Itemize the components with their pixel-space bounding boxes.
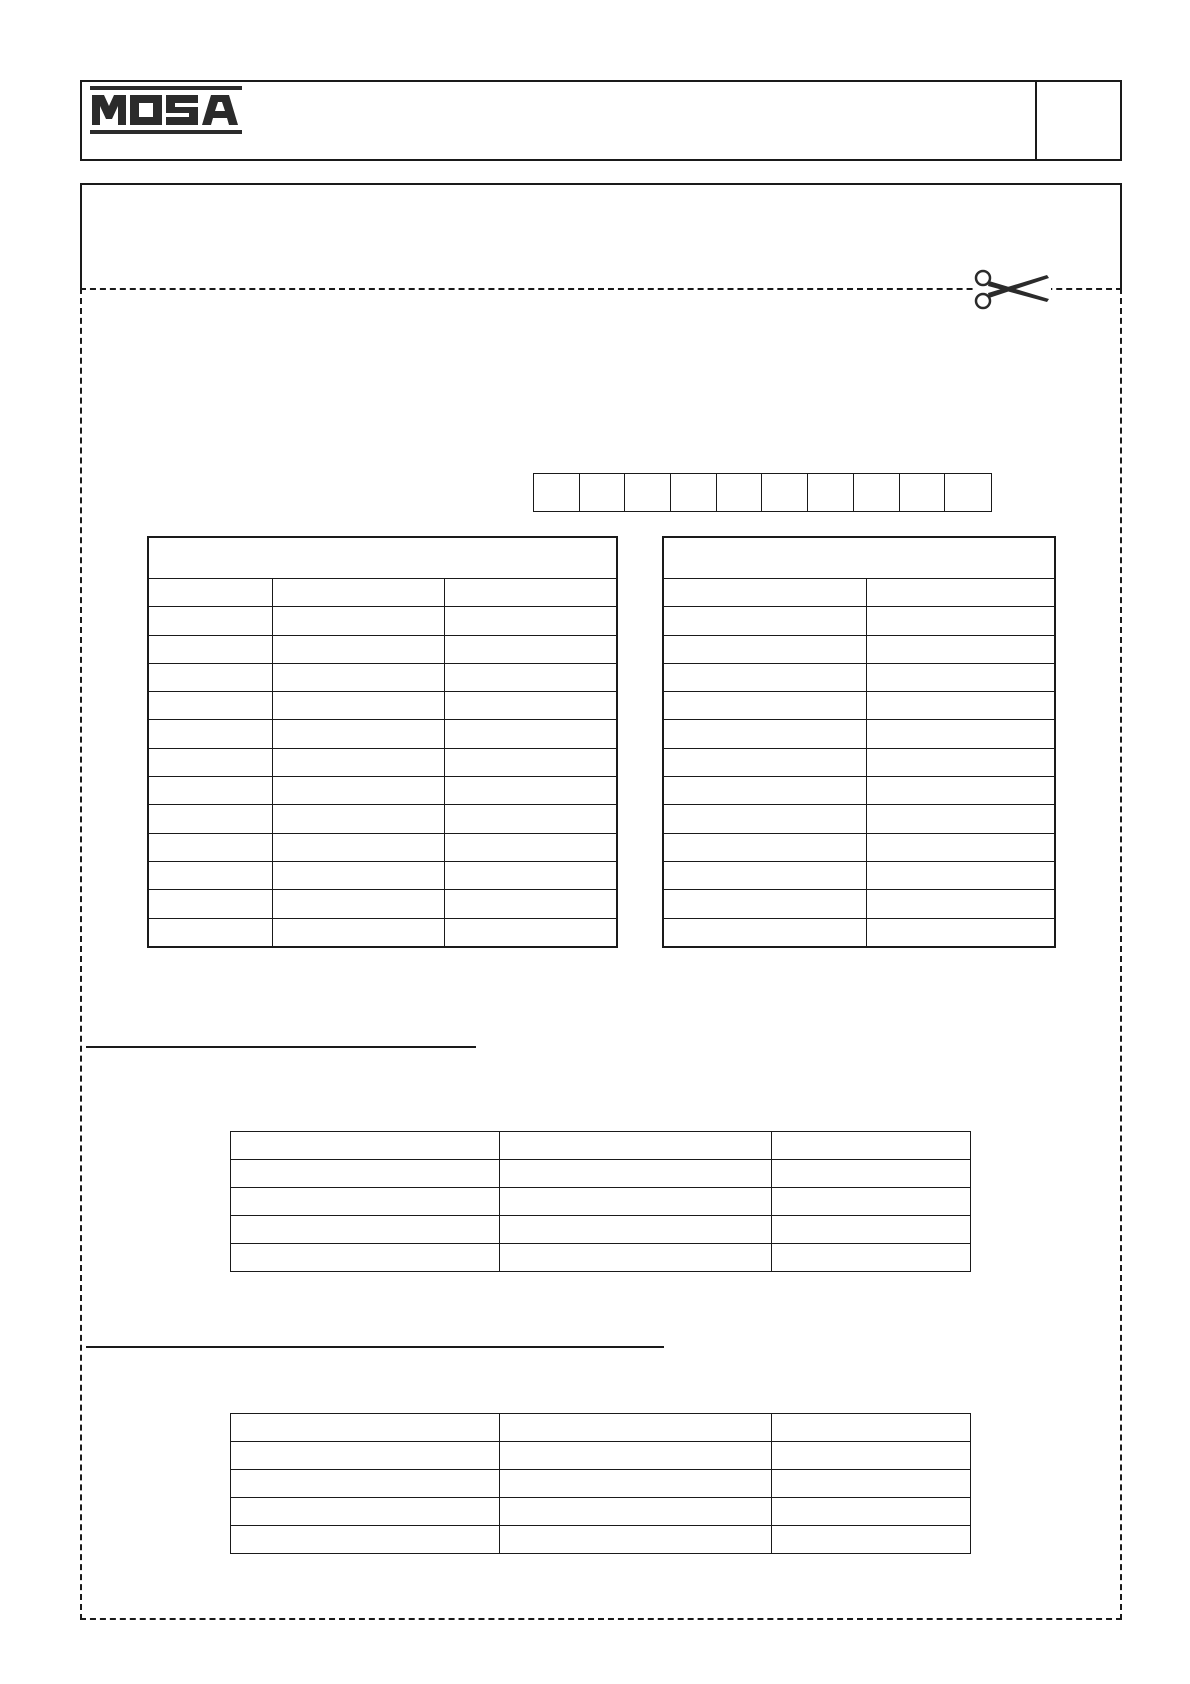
bottom-table-body bbox=[231, 1414, 971, 1554]
serial-digit[interactable] bbox=[854, 474, 900, 511]
table-cell bbox=[272, 579, 444, 607]
table-cell bbox=[272, 805, 444, 833]
table-cell bbox=[444, 748, 617, 776]
table-row bbox=[663, 748, 1055, 776]
table-cell bbox=[231, 1188, 500, 1216]
table-cell bbox=[231, 1414, 500, 1442]
section-rule bbox=[86, 1046, 476, 1048]
table-cell bbox=[663, 777, 866, 805]
table-row bbox=[231, 1414, 971, 1442]
table-row bbox=[663, 805, 1055, 833]
table-cell bbox=[500, 1188, 772, 1216]
table-cell bbox=[148, 607, 272, 635]
top-section bbox=[80, 183, 1122, 290]
table-row bbox=[148, 777, 617, 805]
table-cell bbox=[444, 663, 617, 691]
table-cell bbox=[231, 1470, 500, 1498]
table-row bbox=[148, 607, 617, 635]
table-cell bbox=[772, 1526, 971, 1554]
table-cell bbox=[663, 805, 866, 833]
table-row bbox=[663, 635, 1055, 663]
table-cell bbox=[663, 861, 866, 889]
table-cell bbox=[866, 635, 1055, 663]
table-cell bbox=[444, 635, 617, 663]
table-cell bbox=[272, 663, 444, 691]
table-row bbox=[663, 720, 1055, 748]
table-cell bbox=[500, 1132, 772, 1160]
right-table-body bbox=[663, 537, 1055, 947]
table-cell bbox=[663, 635, 866, 663]
table-cell bbox=[663, 579, 866, 607]
table-cell bbox=[500, 1414, 772, 1442]
serial-digit[interactable] bbox=[808, 474, 854, 511]
table-row bbox=[663, 579, 1055, 607]
table-cell bbox=[866, 607, 1055, 635]
table-row bbox=[663, 861, 1055, 889]
table-cell bbox=[663, 833, 866, 861]
serial-digit[interactable] bbox=[717, 474, 763, 511]
table-row bbox=[663, 777, 1055, 805]
table-cell bbox=[500, 1160, 772, 1188]
table-cell bbox=[148, 692, 272, 720]
table-cell bbox=[663, 692, 866, 720]
table-cell bbox=[444, 890, 617, 918]
table-cell bbox=[772, 1470, 971, 1498]
table-cell bbox=[500, 1526, 772, 1554]
table-row bbox=[231, 1498, 971, 1526]
serial-digit[interactable] bbox=[534, 474, 580, 511]
page-number-box bbox=[1037, 80, 1122, 161]
table-cell bbox=[272, 833, 444, 861]
table-cell bbox=[866, 579, 1055, 607]
table-cell bbox=[866, 720, 1055, 748]
serial-digit[interactable] bbox=[900, 474, 946, 511]
table-cell bbox=[772, 1414, 971, 1442]
serial-digit[interactable] bbox=[945, 474, 991, 511]
table-cell bbox=[272, 635, 444, 663]
left-table-title bbox=[148, 537, 617, 579]
table-row bbox=[231, 1244, 971, 1272]
table-row bbox=[663, 692, 1055, 720]
table-cell bbox=[663, 607, 866, 635]
table-row bbox=[148, 805, 617, 833]
table-cell bbox=[148, 748, 272, 776]
table-cell bbox=[148, 918, 272, 947]
table-row bbox=[663, 918, 1055, 947]
bottom-table bbox=[230, 1413, 971, 1554]
table-cell bbox=[148, 635, 272, 663]
table-cell bbox=[444, 579, 617, 607]
table-cell bbox=[866, 692, 1055, 720]
table-cell bbox=[272, 720, 444, 748]
serial-digit[interactable] bbox=[762, 474, 808, 511]
table-cell bbox=[148, 890, 272, 918]
table-cell bbox=[231, 1132, 500, 1160]
left-table-body bbox=[148, 537, 617, 947]
table-cell bbox=[866, 805, 1055, 833]
mid-table-body bbox=[231, 1132, 971, 1272]
table-cell bbox=[866, 890, 1055, 918]
table-cell bbox=[444, 805, 617, 833]
table-row bbox=[231, 1188, 971, 1216]
right-table-title bbox=[663, 537, 1055, 579]
table-cell bbox=[272, 607, 444, 635]
left-table bbox=[147, 536, 618, 948]
table-cell bbox=[272, 777, 444, 805]
section-rule bbox=[86, 1346, 664, 1348]
serial-number-boxes[interactable] bbox=[533, 473, 992, 512]
table-row bbox=[148, 833, 617, 861]
table-cell bbox=[231, 1244, 500, 1272]
table-cell bbox=[772, 1442, 971, 1470]
table-cell bbox=[272, 692, 444, 720]
table-cell bbox=[231, 1442, 500, 1470]
table-cell bbox=[148, 777, 272, 805]
table-cell bbox=[663, 918, 866, 947]
table-cell bbox=[148, 861, 272, 889]
table-cell bbox=[866, 833, 1055, 861]
table-row bbox=[231, 1526, 971, 1554]
table-row bbox=[148, 720, 617, 748]
table-cell bbox=[500, 1216, 772, 1244]
table-cell bbox=[148, 720, 272, 748]
table-cell bbox=[272, 861, 444, 889]
table-row bbox=[231, 1160, 971, 1188]
table-cell bbox=[772, 1244, 971, 1272]
table-cell bbox=[866, 777, 1055, 805]
table-row bbox=[148, 635, 617, 663]
table-cell bbox=[500, 1442, 772, 1470]
serial-digit[interactable] bbox=[671, 474, 717, 511]
serial-digit[interactable] bbox=[580, 474, 626, 511]
table-cell bbox=[866, 918, 1055, 947]
table-cell bbox=[772, 1188, 971, 1216]
table-cell bbox=[148, 579, 272, 607]
table-cell bbox=[148, 805, 272, 833]
table-cell bbox=[231, 1216, 500, 1244]
table-row bbox=[663, 607, 1055, 635]
table-cell bbox=[272, 748, 444, 776]
table-cell bbox=[148, 833, 272, 861]
table-row bbox=[148, 692, 617, 720]
table-cell bbox=[444, 692, 617, 720]
mid-table bbox=[230, 1131, 971, 1272]
table-cell bbox=[500, 1498, 772, 1526]
table-row bbox=[663, 890, 1055, 918]
table-row bbox=[148, 663, 617, 691]
table-cell bbox=[772, 1160, 971, 1188]
table-row bbox=[231, 1442, 971, 1470]
table-cell bbox=[866, 748, 1055, 776]
table-row bbox=[231, 1216, 971, 1244]
mosa-logo bbox=[90, 86, 242, 136]
table-cell bbox=[866, 663, 1055, 691]
table-cell bbox=[231, 1160, 500, 1188]
serial-digit[interactable] bbox=[625, 474, 671, 511]
table-cell bbox=[866, 861, 1055, 889]
table-cell bbox=[148, 663, 272, 691]
right-table bbox=[662, 536, 1056, 948]
table-row bbox=[148, 861, 617, 889]
table-cell bbox=[444, 607, 617, 635]
table-row bbox=[148, 918, 617, 947]
table-cell bbox=[663, 890, 866, 918]
table-cell bbox=[500, 1470, 772, 1498]
table-cell bbox=[444, 777, 617, 805]
table-cell bbox=[444, 833, 617, 861]
table-row bbox=[231, 1470, 971, 1498]
table-row bbox=[148, 890, 617, 918]
table-cell bbox=[231, 1498, 500, 1526]
table-cell bbox=[772, 1498, 971, 1526]
table-cell bbox=[444, 720, 617, 748]
table-cell bbox=[444, 861, 617, 889]
table-row bbox=[148, 748, 617, 776]
table-cell bbox=[663, 748, 866, 776]
table-cell bbox=[444, 918, 617, 947]
table-cell bbox=[663, 720, 866, 748]
table-cell bbox=[272, 890, 444, 918]
table-cell bbox=[500, 1244, 772, 1272]
table-cell bbox=[663, 663, 866, 691]
table-cell bbox=[231, 1526, 500, 1554]
table-cell bbox=[772, 1216, 971, 1244]
table-row bbox=[663, 833, 1055, 861]
table-row bbox=[148, 579, 617, 607]
table-row bbox=[663, 663, 1055, 691]
scissors-icon bbox=[973, 268, 1051, 312]
table-row bbox=[231, 1132, 971, 1160]
table-cell bbox=[272, 918, 444, 947]
table-cell bbox=[772, 1132, 971, 1160]
